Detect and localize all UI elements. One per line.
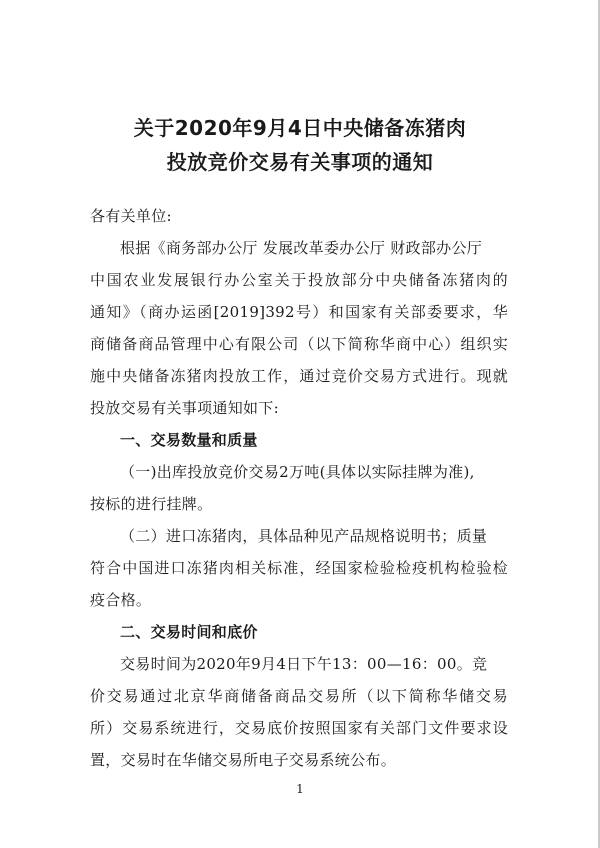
section-1-heading: 一、交易数量和质量 [120, 431, 258, 449]
paragraph-2-line: 置，交易时在华储交易所电子交易系统公布。 [90, 751, 397, 769]
item-2-line: （二）进口冻猪肉，具体品种见产品规格说明书；质量 [120, 527, 488, 545]
paragraph-1-line: 商储备商品管理中心有限公司（以下简称华商中心）组织实 [90, 335, 508, 353]
item-2-line: 符合中国进口冻猪肉相关标准，经国家检验检疫机构检验检 [90, 559, 508, 577]
paragraph-1-line: 通知》（商办运函[2019]392号）和国家有关部委要求，华 [90, 303, 508, 321]
paragraph-1-line: 施中央储备冻猪肉投放工作，通过竞价交易方式进行。现就 [90, 367, 508, 385]
document-title-line-1: 关于2020年9月4日中央储备冻猪肉 [133, 116, 467, 140]
paragraph-2-line: 交易时间为2020年9月4日下午13：00—16：00。竞 [120, 655, 488, 673]
page-number: 1 [296, 782, 304, 796]
item-1-line: （一)出库投放竞价交易2万吨(具体以实际挂牌为准), [120, 463, 475, 481]
item-1-line: 按标的进行挂牌。 [90, 495, 213, 513]
document-title-line-2: 投放竞价交易有关事项的通知 [166, 150, 434, 174]
paragraph-2-line: 所）交易系统进行，交易底价按照国家有关部门文件要求设 [90, 719, 508, 737]
paragraph-1-line: 投放交易有关事项通知如下: [90, 399, 279, 417]
paragraph-1-line: 根据《商务部办公厅 发展改革委办公厅 财政部办公厅 [120, 239, 483, 257]
section-2-heading: 二、交易时间和底价 [120, 623, 258, 641]
paragraph-1-line: 中国农业发展银行办公室关于投放部分中央储备冻猪肉的 [90, 271, 508, 289]
paragraph-2-line: 价交易通过北京华商储备商品交易所（以下简称华储交易 [90, 687, 508, 705]
salutation: 各有关单位: [90, 207, 172, 225]
item-2-line: 疫合格。 [90, 591, 152, 609]
